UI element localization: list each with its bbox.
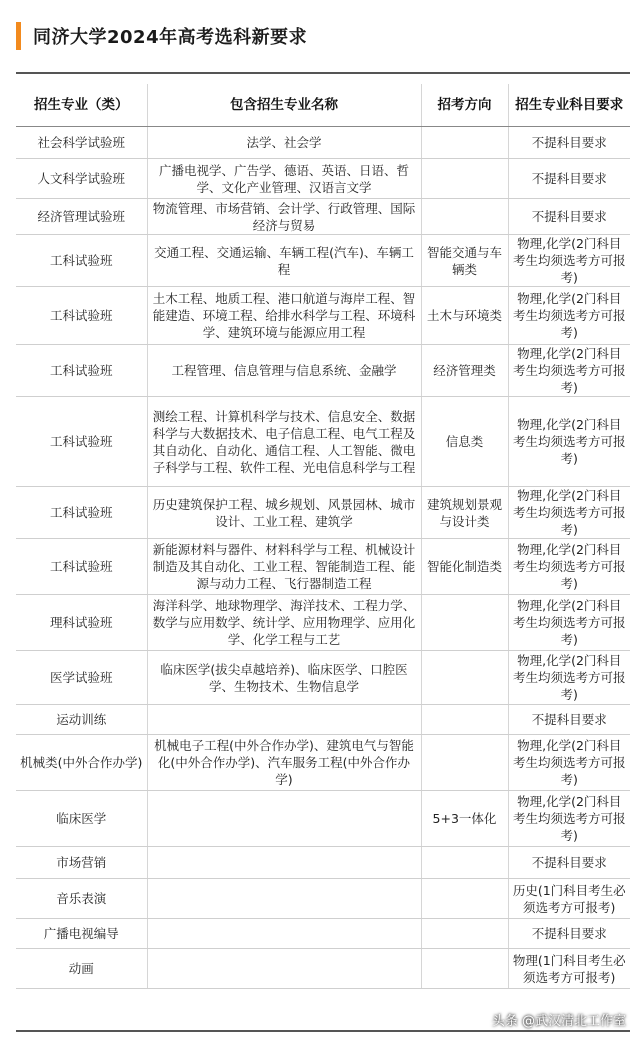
cell-category: 机械类(中外合作办学) <box>16 735 147 791</box>
table-header-row <box>16 84 630 127</box>
table-row <box>16 595 630 651</box>
page-title: 同济大学2024年高考选科新要求 <box>33 27 308 48</box>
cell-direction: 建筑规划景观与设计类 <box>421 487 508 539</box>
cell-direction: 智能交通与车辆类 <box>421 235 508 287</box>
header-requirement: 招生专业科目要求 <box>508 84 630 127</box>
cell-direction <box>421 847 508 879</box>
cell-majors: 海洋科学、地球物理学、海洋技术、工程力学、数学与应用数学、统计学、应用物理学、应用化学、化学工程与工艺 <box>147 595 421 651</box>
cell-direction <box>421 919 508 949</box>
cell-category: 经济管理试验班 <box>16 199 147 235</box>
cell-category: 工科试验班 <box>16 287 147 345</box>
table-row <box>16 735 630 791</box>
cell-category: 临床医学 <box>16 791 147 847</box>
page-header <box>16 22 307 50</box>
table-row <box>16 879 630 919</box>
cell-direction: 土木与环境类 <box>421 287 508 345</box>
watermark: 头条 @武汉清北工作室 <box>491 1014 626 1029</box>
cell-requirement: 物理,化学(2门科目考生均须选考方可报考) <box>508 735 630 791</box>
header-direction: 招考方向 <box>421 84 508 127</box>
cell-category: 动画 <box>16 949 147 989</box>
cell-requirement: 物理,化学(2门科目考生均须选考方可报考) <box>508 791 630 847</box>
cell-requirement: 物理,化学(2门科目考生均须选考方可报考) <box>508 345 630 397</box>
header-majors: 包含招生专业名称 <box>147 84 421 127</box>
cell-category: 工科试验班 <box>16 397 147 487</box>
cell-category: 工科试验班 <box>16 345 147 397</box>
cell-majors: 临床医学(拔尖卓越培养)、临床医学、口腔医学、生物技术、生物信息学 <box>147 651 421 705</box>
cell-direction: 智能化制造类 <box>421 539 508 595</box>
table-row <box>16 705 630 735</box>
cell-direction <box>421 127 508 159</box>
cell-majors <box>147 879 421 919</box>
cell-majors <box>147 791 421 847</box>
top-divider <box>16 72 630 74</box>
cell-majors: 机械电子工程(中外合作办学)、建筑电气与智能化(中外合作办学)、汽车服务工程(中外合作办学) <box>147 735 421 791</box>
cell-direction <box>421 949 508 989</box>
table-row <box>16 345 630 397</box>
cell-majors <box>147 949 421 989</box>
cell-requirement: 不提科目要求 <box>508 199 630 235</box>
table-row <box>16 539 630 595</box>
cell-category: 广播电视编导 <box>16 919 147 949</box>
cell-category: 社会科学试验班 <box>16 127 147 159</box>
cell-category: 理科试验班 <box>16 595 147 651</box>
cell-category: 运动训练 <box>16 705 147 735</box>
cell-category: 市场营销 <box>16 847 147 879</box>
cell-majors: 物流管理、市场营销、会计学、行政管理、国际经济与贸易 <box>147 199 421 235</box>
cell-direction <box>421 651 508 705</box>
cell-requirement: 不提科目要求 <box>508 159 630 199</box>
cell-direction <box>421 159 508 199</box>
cell-direction <box>421 595 508 651</box>
cell-majors: 广播电视学、广告学、德语、英语、日语、哲学、文化产业管理、汉语言文学 <box>147 159 421 199</box>
table-row <box>16 235 630 287</box>
cell-requirement: 物理(1门科目考生必须选考方可报考) <box>508 949 630 989</box>
cell-majors: 交通工程、交通运输、车辆工程(汽车)、车辆工程 <box>147 235 421 287</box>
table-row <box>16 159 630 199</box>
table-row <box>16 919 630 949</box>
cell-direction: 5+3一体化 <box>421 791 508 847</box>
table-row <box>16 847 630 879</box>
table-row <box>16 487 630 539</box>
title-accent-bar <box>16 22 21 50</box>
cell-requirement: 物理,化学(2门科目考生均须选考方可报考) <box>508 397 630 487</box>
requirements-table <box>16 84 630 989</box>
cell-requirement: 物理,化学(2门科目考生均须选考方可报考) <box>508 651 630 705</box>
header-category: 招生专业（类） <box>16 84 147 127</box>
table-row <box>16 127 630 159</box>
cell-majors: 历史建筑保护工程、城乡规划、风景园林、城市设计、工业工程、建筑学 <box>147 487 421 539</box>
cell-direction <box>421 879 508 919</box>
table-row <box>16 397 630 487</box>
cell-majors: 新能源材料与器件、材料科学与工程、机械设计制造及其自动化、工业工程、智能制造工程、能源与动力工程、飞行器制造工程 <box>147 539 421 595</box>
table-row <box>16 791 630 847</box>
cell-requirement: 物理,化学(2门科目考生均须选考方可报考) <box>508 539 630 595</box>
cell-majors: 工程管理、信息管理与信息系统、金融学 <box>147 345 421 397</box>
cell-majors: 测绘工程、计算机科学与技术、信息安全、数据科学与大数据技术、电子信息工程、电气工程及其自动化、自动化、通信工程、人工智能、微电子科学与工程、软件工程、光电信息科学与工程 <box>147 397 421 487</box>
cell-category: 人文科学试验班 <box>16 159 147 199</box>
cell-direction <box>421 199 508 235</box>
cell-majors: 法学、社会学 <box>147 127 421 159</box>
cell-direction: 经济管理类 <box>421 345 508 397</box>
cell-majors <box>147 847 421 879</box>
cell-requirement: 不提科目要求 <box>508 919 630 949</box>
cell-requirement: 物理,化学(2门科目考生均须选考方可报考) <box>508 235 630 287</box>
table-row <box>16 651 630 705</box>
table-body <box>16 127 630 989</box>
cell-majors: 土木工程、地质工程、港口航道与海岸工程、智能建造、环境工程、给排水科学与工程、环境科学、建筑环境与能源应用工程 <box>147 287 421 345</box>
cell-direction: 信息类 <box>421 397 508 487</box>
table-row <box>16 949 630 989</box>
cell-category: 工科试验班 <box>16 487 147 539</box>
cell-direction <box>421 735 508 791</box>
bottom-divider <box>16 1030 630 1032</box>
cell-requirement: 物理,化学(2门科目考生均须选考方可报考) <box>508 287 630 345</box>
cell-category: 医学试验班 <box>16 651 147 705</box>
cell-requirement: 物理,化学(2门科目考生均须选考方可报考) <box>508 595 630 651</box>
cell-majors <box>147 705 421 735</box>
cell-category: 工科试验班 <box>16 235 147 287</box>
cell-requirement: 物理,化学(2门科目考生均须选考方可报考) <box>508 487 630 539</box>
table-row <box>16 287 630 345</box>
cell-requirement: 不提科目要求 <box>508 705 630 735</box>
cell-requirement: 不提科目要求 <box>508 847 630 879</box>
cell-requirement: 不提科目要求 <box>508 127 630 159</box>
cell-category: 音乐表演 <box>16 879 147 919</box>
cell-majors <box>147 919 421 949</box>
table-row <box>16 199 630 235</box>
cell-direction <box>421 705 508 735</box>
cell-category: 工科试验班 <box>16 539 147 595</box>
cell-requirement: 历史(1门科目考生必须选考方可报考) <box>508 879 630 919</box>
